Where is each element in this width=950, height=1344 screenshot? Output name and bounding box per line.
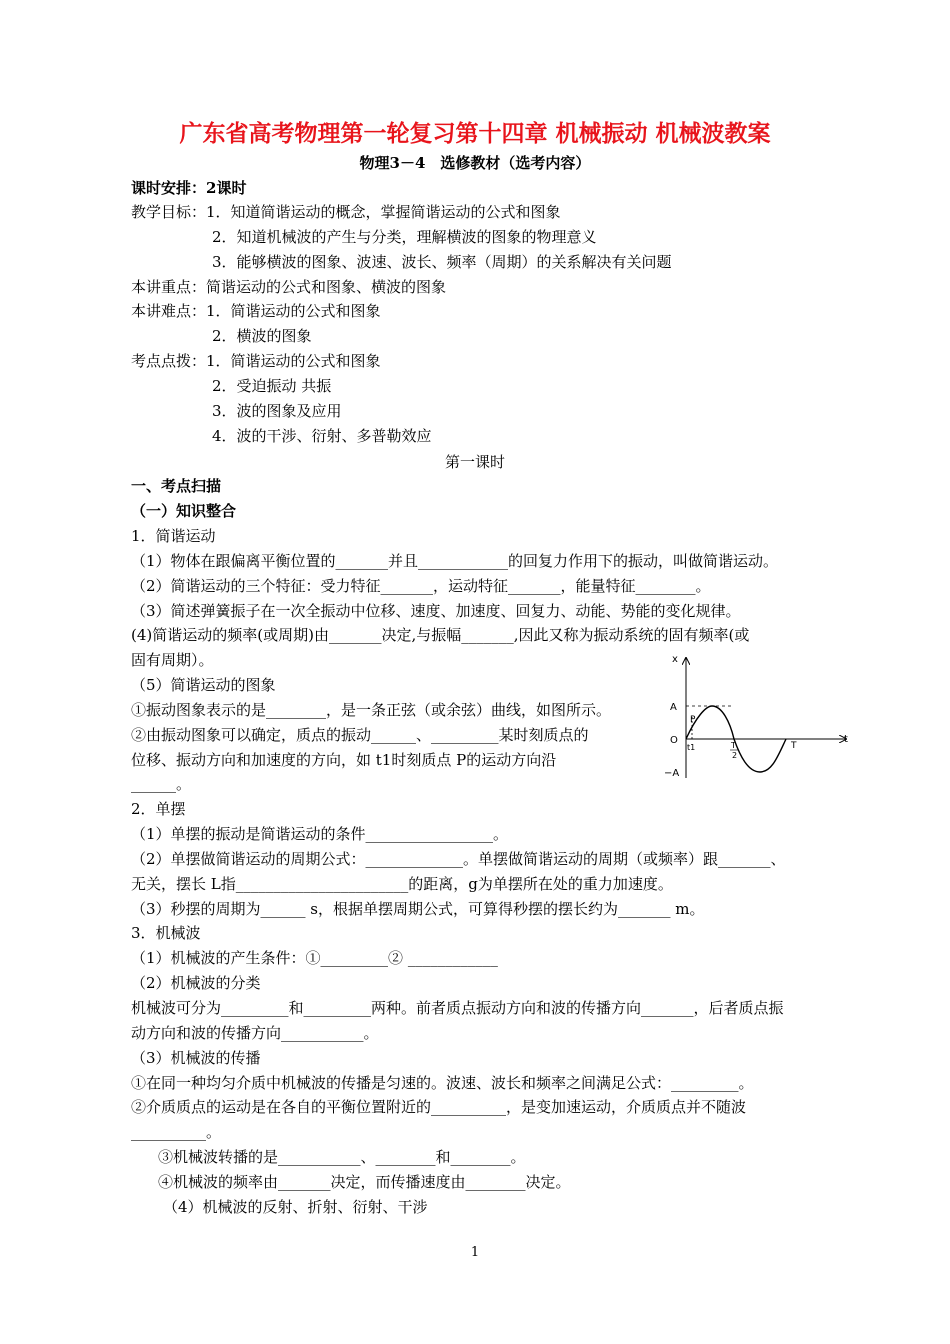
text-line: 机械波可分为_________和_________两种。前者质点振动方向和波的传播方向_______，后者质点振 <box>131 999 784 1017</box>
exam-point-line-1: 考点点拨：1．简谐运动的公式和图象 <box>131 352 381 370</box>
text-line: ______。 <box>131 775 192 793</box>
text-line: ①振动图象表示的是________，是一条正弦（或余弦）曲线，如图所示。 <box>131 701 612 719</box>
label-A: A <box>670 702 677 713</box>
topic-heading-3: 3．机械波 <box>131 924 201 942</box>
text-line: (4)简谐运动的频率(或周期)由_______决定,与振幅_______,因此又称为振动系统的固有频率(或 <box>131 626 750 644</box>
text-line: 动方向和波的传播方向___________。 <box>131 1024 379 1042</box>
label-t1: t1 <box>687 743 696 752</box>
text-line: （3）秒摆的周期为______ s，根据单摆周期公式，可算得秒摆的摆长约为_______ m。 <box>131 900 705 918</box>
label-P: P <box>690 715 696 725</box>
goal-line-2: 2．知道机械波的产生与分类，理解横波的图象的物理意义 <box>212 228 597 246</box>
text-line: 位移、振动方向和加速度的方向，如 t1时刻质点 P的运动方向沿 <box>131 751 557 769</box>
schedule-line: 课时安排：2课时 <box>131 179 247 197</box>
document-title: 广东省高考物理第一轮复习第十四章 机械振动 机械波教案 <box>179 121 771 147</box>
text-line: （3）机械波的传播 <box>131 1049 261 1067</box>
text-line: ②由振动图象可以确定，质点的振动______、_________某时刻质点的 <box>131 726 589 744</box>
label-half-denominator: 2 <box>732 751 738 760</box>
text-line: （1）单摆的振动是简谐运动的条件_________________。 <box>131 825 509 843</box>
label-O: O <box>670 735 678 746</box>
text-line: （4）机械波的反射、折射、衍射、干涉 <box>163 1198 428 1216</box>
text-line: （5）简谐运动的图象 <box>131 676 276 694</box>
text-line: （1）物体在跟偏离平衡位置的_______并且____________的回复力作用下的振动，叫做简谐运动。 <box>131 552 779 570</box>
x-axis-label: t <box>844 734 848 745</box>
label-half-numerator: T <box>731 741 736 750</box>
label-minus-A: −A <box>664 768 680 779</box>
text-line: ③机械波转播的是___________、________和________。 <box>158 1148 526 1166</box>
text-line: （2）机械波的分类 <box>131 974 261 992</box>
text-line: ①在同一种均匀介质中机械波的传播是匀速的。波速、波长和频率之间满足公式：_________。 <box>131 1074 754 1092</box>
text-line: （2）单摆做简谐运动的周期公式：_____________。单摆做简谐运动的周期（或频率）跟_______、 <box>131 850 786 868</box>
difficulty-line-2: 2．横波的图象 <box>212 327 312 345</box>
label-T: T <box>791 741 797 751</box>
lesson-heading: 第一课时 <box>444 453 505 471</box>
text-line: （3）简述弹簧振子在一次全振动中位移、速度、加速度、回复力、动能、势能的变化规律。 <box>131 602 741 620</box>
topic-heading-2: 2．单摆 <box>131 800 186 818</box>
topic-heading-1: 1．简谐运动 <box>131 527 216 545</box>
exam-point-line-3: 3．波的图象及应用 <box>212 402 342 420</box>
page-number: 1 <box>470 1245 480 1260</box>
exam-point-line-4: 4．波的干涉、衍射、多普勒效应 <box>212 427 432 445</box>
subsection-heading: （一）知识整合 <box>131 502 237 520</box>
text-line: （1）机械波的产生条件：①_________② ____________ <box>131 949 498 967</box>
exam-point-line-2: 2．受迫振动 共振 <box>212 377 332 395</box>
y-axis-label: x <box>672 654 678 665</box>
vibration-graph <box>660 650 852 784</box>
goal-line-3: 3．能够横波的图象、波速、波长、频率（周期）的关系解决有关问题 <box>212 253 672 271</box>
key-point-line: 本讲重点：简谐运动的公式和图象、横波的图象 <box>131 278 447 296</box>
text-line: ②介质质点的运动是在各自的平衡位置附近的__________，是变加速运动，介质质点并不随波 <box>131 1098 747 1116</box>
text-line: __________。 <box>131 1123 222 1141</box>
document-subtitle: 物理3－4 选修教材（选考内容） <box>359 154 591 172</box>
text-line: （2）简谐运动的三个特征：受力特征_______，运动特征_______，能量特征________。 <box>131 577 711 595</box>
text-line: 固有周期）。 <box>131 651 214 669</box>
goal-line-1: 教学目标：1．知道简谐运动的概念，掌握简谐运动的公式和图象 <box>131 203 561 221</box>
section-heading-1: 一、考点扫描 <box>131 477 222 495</box>
difficulty-line-1: 本讲难点：1．简谐运动的公式和图象 <box>131 302 381 320</box>
text-line: ④机械波的频率由_______决定，而传播速度由________决定。 <box>158 1173 571 1191</box>
text-line: 无关，摆长 L指_______________________的距离，g为单摆所在处的重力加速度。 <box>131 875 673 893</box>
